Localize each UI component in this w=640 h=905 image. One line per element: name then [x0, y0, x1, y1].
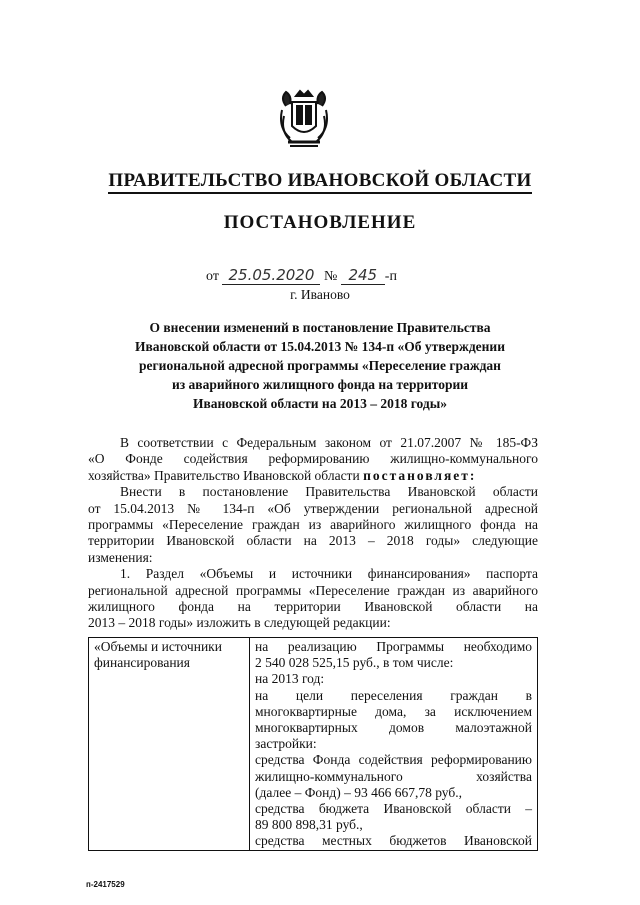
table-row [89, 638, 538, 851]
content-line: на цели переселения граждан в [255, 687, 532, 703]
subject-line: из аварийного жилищного фонда на территории [171, 377, 469, 392]
body-line: 1. Раздел «Объемы и источники финансирования» паспорта [120, 566, 538, 582]
body-line: Внести в постановление Правительства Ивановской области [120, 484, 538, 500]
coat-of-arms-icon [276, 88, 332, 148]
content-line: (далее – Фонд) – 93 466 667,78 руб., [255, 784, 462, 800]
subject-line: Ивановской области на 2013 – 2018 годы» [192, 396, 447, 411]
body-line: В соответствии с Федеральным законом от 21.07.2007 № 185-ФЗ [120, 435, 538, 450]
date-number-line [206, 266, 397, 285]
content-line: 2 540 028 525,15 руб., в том числе: [255, 655, 454, 671]
body-line: жилищного фонда на территории Ивановской области на [88, 599, 538, 615]
city: г. Иваново [290, 287, 350, 302]
financing-table [88, 637, 538, 851]
body-line: территории Ивановской области на 2013 – 2018 годы» следующие [88, 533, 538, 549]
table-cell-label [89, 638, 250, 851]
body-line [88, 468, 538, 484]
subject-line: О внесении изменений в постановление Правительства [149, 320, 491, 335]
signed-date: 25.05.2020 [222, 266, 320, 285]
subject-line: Ивановской области от 15.04.2013 № 134-п «Об утверждении [135, 339, 505, 354]
body-line: региональной адресной программы «Переселение граждан из аварийного [88, 582, 538, 598]
date-prefix: от [206, 269, 219, 284]
content-line: средства бюджета Ивановской области – [255, 801, 532, 817]
organization-title: ПРАВИТЕЛЬСТВО ИВАНОВСКОЙ ОБЛАСТИ [0, 170, 640, 192]
document-subject [100, 318, 540, 413]
decree-verb: постановляет: [363, 467, 477, 483]
content-line: средства Фонда содействия реформированию [255, 752, 532, 768]
content-line: на 2013 год: [255, 671, 325, 687]
content-line: многоквартирные дома, за исключением [255, 703, 532, 719]
body-line: программы «Переселение граждан из аварийного жилищного фонда на [88, 517, 538, 533]
content-line: многоквартирных домов малоэтажной [255, 720, 532, 736]
body-line: от 15.04.2013 № 134-п «Об утверждении региональной адресной [88, 500, 538, 516]
body-text: хозяйства» Правительство Ивановской области [88, 467, 360, 483]
body-line: изменения: [88, 549, 153, 565]
number-prefix: № [323, 269, 338, 284]
document-number: 245 [341, 266, 385, 285]
content-line: средства местных бюджетов Ивановской [255, 833, 532, 849]
document-body [88, 435, 538, 632]
footer-code: п-2417529 [86, 880, 125, 889]
document-type: ПОСТАНОВЛЕНИЕ [223, 212, 417, 233]
content-line: 89 800 898,31 руб., [255, 817, 363, 833]
label-line: финансирования [94, 655, 190, 671]
subject-line: региональной адресной программы «Переселение граждан [139, 358, 501, 373]
content-line: жилищно-коммунального хозяйства [255, 768, 532, 784]
body-line: «О Фонде содействия реформированию жилищно-коммунального [88, 451, 538, 467]
content-line: на реализацию Программы необходимо [255, 639, 532, 654]
number-suffix: -п [384, 269, 397, 284]
label-line: «Объемы и источники [94, 639, 222, 654]
body-line: 2013 – 2018 годы» изложить в следующей редакции: [88, 615, 391, 631]
content-line: застройки: [255, 736, 317, 752]
table-cell-content [250, 638, 538, 851]
